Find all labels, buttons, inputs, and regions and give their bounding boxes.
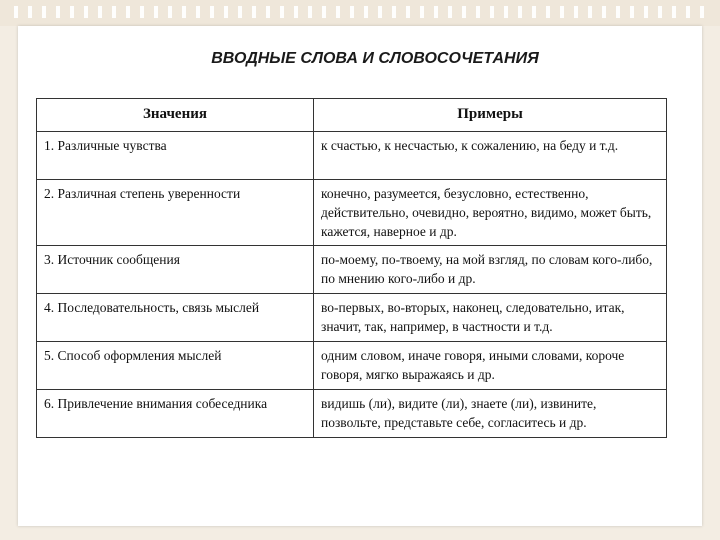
examples-cell: во-первых, во-вторых, наконец, следовательно, итак, значит, так, например, в частности и т.д. xyxy=(314,294,667,342)
examples-cell: видишь (ли), видите (ли), знаете (ли), извините, позвольте, представьте себе, согласитесь и др. xyxy=(314,390,667,438)
header-examples: Примеры xyxy=(314,99,667,132)
table-header-row xyxy=(37,99,667,132)
table-row xyxy=(37,180,667,246)
meaning-cell: 5. Способ оформления мыслей xyxy=(37,342,314,390)
table-row xyxy=(37,246,667,294)
meaning-cell: 2. Различная степень уверенности xyxy=(37,180,314,246)
perforation-holes xyxy=(14,6,706,18)
examples-cell: к счастью, к несчастью, к сожалению, на беду и т.д. xyxy=(314,132,667,180)
meaning-cell: 6. Привлечение внимания собеседника xyxy=(37,390,314,438)
perforated-edge xyxy=(0,0,720,26)
meaning-cell: 3. Источник сообщения xyxy=(37,246,314,294)
table-row xyxy=(37,132,667,180)
examples-cell: по-моему, по-твоему, на мой взгляд, по словам кого-либо, по мнению кого-либо и др. xyxy=(314,246,667,294)
table-row xyxy=(37,342,667,390)
examples-cell: одним словом, иначе говоря, иными словами, короче говоря, мягко выражаясь и др. xyxy=(314,342,667,390)
meaning-cell: 4. Последовательность, связь мыслей xyxy=(37,294,314,342)
meaning-cell: 1. Различные чувства xyxy=(37,132,314,180)
introductory-words-table xyxy=(36,98,667,438)
table-row xyxy=(37,294,667,342)
examples-cell: конечно, разумеется, безусловно, естественно, действительно, очевидно, вероятно, видимо, может быть, кажется, наверное и др. xyxy=(314,180,667,246)
page-title: ВВОДНЫЕ СЛОВА И СЛОВОСОЧЕТАНИЯ xyxy=(211,50,539,67)
header-meanings: Значения xyxy=(37,99,314,132)
table-row xyxy=(37,390,667,438)
